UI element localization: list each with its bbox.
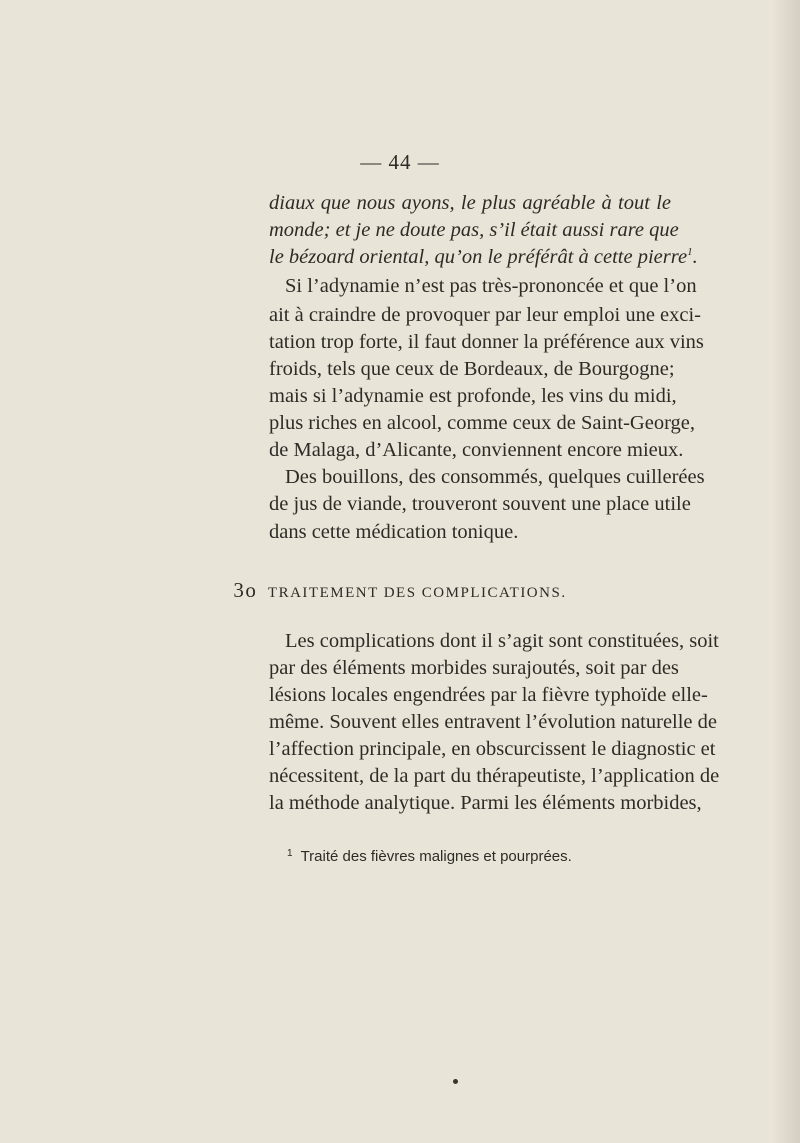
paragraph-line: plus riches en alcool, comme ceux de Saint-George, — [269, 412, 695, 434]
section-heading — [0, 578, 800, 603]
section-title: TRAITEMENT DES COMPLICATIONS. — [267, 585, 567, 601]
paragraph-line: nécessitent, de la part du thérapeutiste, l’application de — [269, 765, 720, 787]
paragraph-line: par des éléments morbides surajoutés, soit par des — [269, 657, 679, 679]
paragraph-line: Si l’adynamie n’est pas très-prononcée et que l’on — [285, 275, 697, 297]
paragraph-line: la méthode analytique. Parmi les éléments morbides, — [269, 792, 702, 814]
paragraph-line: tation trop forte, il faut donner la préférence aux vins — [269, 331, 704, 353]
paragraph-line: Des bouillons, des consommés, quelques cuillerées — [285, 466, 705, 488]
page-number: — 44 — — [360, 150, 440, 174]
paragraph-line: même. Souvent elles entravent l’évolution naturelle de — [269, 711, 718, 733]
section-number: 3o — [233, 578, 258, 602]
footnote-marker: 1 — [287, 848, 293, 859]
footnote — [287, 848, 572, 865]
paragraph-line: dans cette médication tonique. — [269, 521, 519, 543]
paragraph-line: l’affection principale, en obscurcissent le diagnostic et — [269, 738, 716, 760]
paragraph-line: lésions locales engendrées par la fièvre typhoïde elle- — [269, 684, 708, 706]
quote-line: monde; et je ne doute pas, s’il était aussi rare que — [269, 219, 679, 241]
paragraph-line: ait à craindre de provoquer par leur emploi une exci- — [269, 304, 702, 326]
paragraph-line: Les complications dont il s’agit sont constituées, soit — [285, 630, 719, 652]
quote-text: le bézoard oriental, qu’on le préférât à cette pierre — [269, 246, 688, 268]
paragraph-line: de jus de viande, trouveront souvent une place utile — [269, 493, 691, 515]
footnote-text: Traité des fièvres malignes et pourprées. — [300, 848, 572, 865]
quote-line: diaux que nous ayons, le plus agréable à tout le — [269, 192, 671, 214]
quote-line-last — [269, 244, 698, 271]
paragraph-line: de Malaga, d’Alicante, conviennent encore mieux. — [269, 439, 684, 461]
paragraph-line: mais si l’adynamie est profonde, les vins du midi, — [269, 385, 677, 407]
ink-speck — [453, 1079, 458, 1084]
footnote-reference: 1 — [687, 246, 693, 259]
quote-period: . — [692, 246, 698, 268]
paragraph-line: froids, tels que ceux de Bordeaux, de Bourgogne; — [269, 358, 675, 380]
